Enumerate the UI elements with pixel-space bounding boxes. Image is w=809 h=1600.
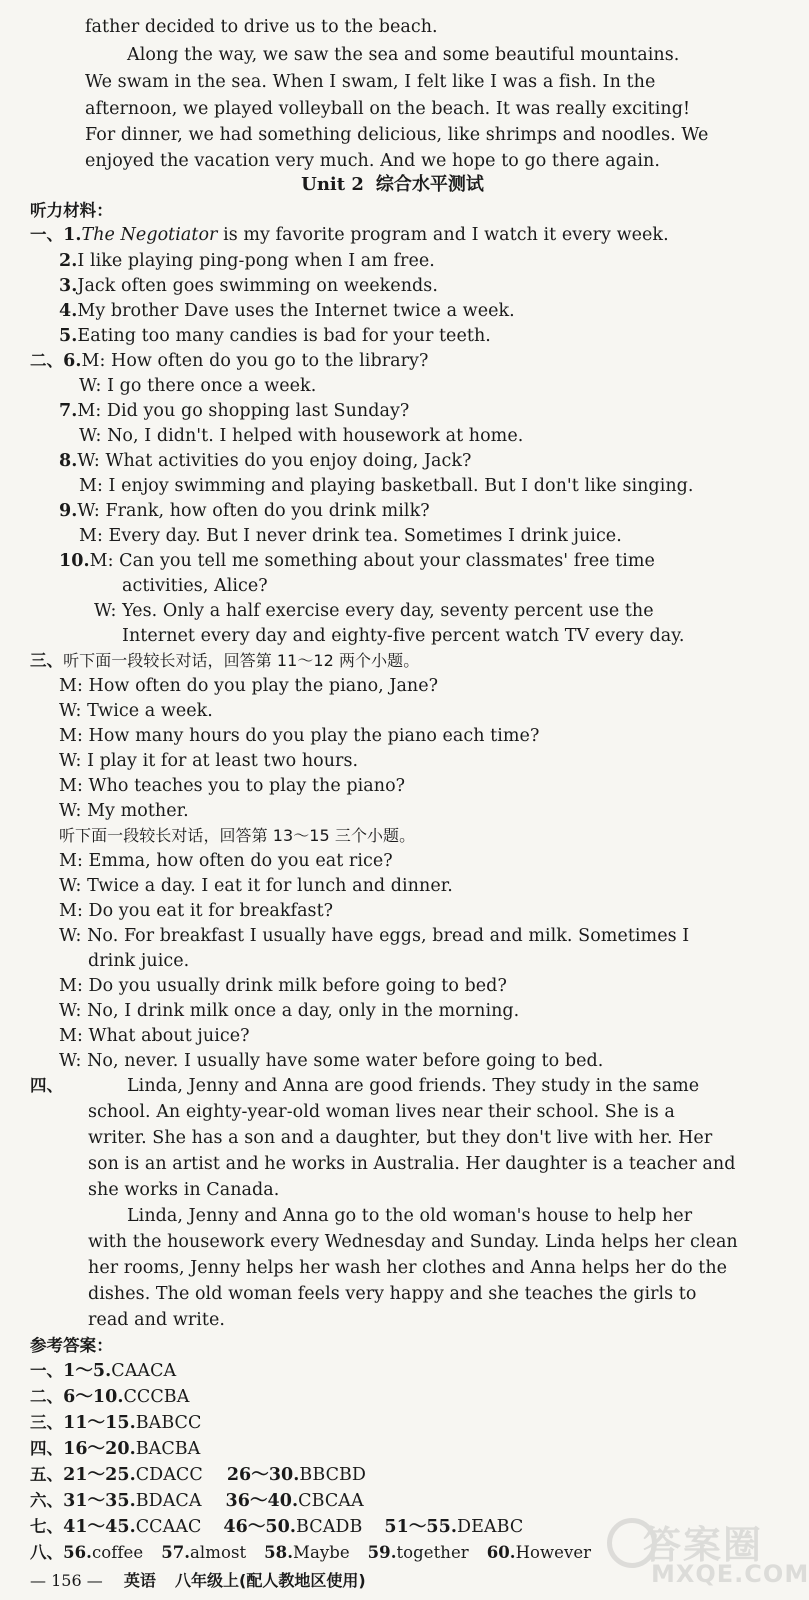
part2-line: W: Yes. Only a half exercise every day, seventy percent use the xyxy=(94,601,654,621)
answer-range: 60. xyxy=(486,1543,516,1562)
answer-range: 59. xyxy=(367,1543,397,1562)
passage-line: read and write. xyxy=(88,1310,226,1330)
passage-line: with the housework every Wednesday and Sunday. Linda helps her clean xyxy=(88,1232,738,1252)
answer-value: BACBA xyxy=(135,1439,201,1459)
program-title: The Negotiator xyxy=(81,225,218,245)
dialog-line: W: No, I drink milk once a day, only in the morning. xyxy=(59,1001,520,1021)
dialog-line: W: No. For breakfast I usually have eggs, bread and milk. Sometimes I xyxy=(59,926,690,946)
unit-label: Unit 2 xyxy=(301,174,364,195)
part-marker: 二、 xyxy=(30,1387,64,1406)
item-text: is my favorite program and I watch it every week. xyxy=(217,225,669,245)
dialog-text: M: How often do you go to the library? xyxy=(81,351,429,371)
answer-value: DEABC xyxy=(457,1517,524,1537)
story-line: For dinner, we had something delicious, like shrimps and noodles. We xyxy=(85,125,709,145)
item-number: 8. xyxy=(59,451,78,471)
part-marker: 二、 xyxy=(30,351,64,370)
answer-value: However xyxy=(515,1543,592,1562)
part2-line xyxy=(59,548,655,574)
story-line: Along the way, we saw the sea and some beautiful mountains. xyxy=(127,45,680,65)
answer-value: BABCC xyxy=(135,1413,202,1433)
listening-label: 听力材料： xyxy=(30,201,113,220)
answer-range: 46～50. xyxy=(223,1517,297,1537)
passage-line: she works in Canada. xyxy=(88,1180,280,1200)
passage-line: dishes. The old woman feels very happy and she teaches the girls to xyxy=(88,1284,697,1304)
answer-value: CDACC xyxy=(135,1465,203,1485)
answer-range: 21～25. xyxy=(63,1465,136,1485)
item-number: 1. xyxy=(63,225,82,245)
item-number: 5. xyxy=(59,326,78,346)
dialog-line: W: Twice a day. I eat it for lunch and dinner. xyxy=(59,876,453,896)
part2-line: M: Every day. But I never drink tea. Sometimes I drink juice. xyxy=(79,526,622,546)
answer-row xyxy=(30,1384,189,1410)
answer-value: BBCBD xyxy=(299,1465,366,1485)
passage-line: Linda, Jenny and Anna are good friends. They study in the same xyxy=(127,1076,700,1096)
dialog-line: W: My mother. xyxy=(59,801,189,821)
answer-value: Maybe xyxy=(293,1543,350,1562)
part2-line: Internet every day and eighty-five percent watch TV every day. xyxy=(122,626,685,646)
answer-row xyxy=(30,1410,201,1436)
story-line: We swam in the sea. When I swam, I felt like I was a fish. In the xyxy=(85,72,656,92)
answer-value: CCCBA xyxy=(123,1387,190,1407)
answer-row xyxy=(30,1514,523,1540)
dialog-text: W: What activities do you enjoy doing, Jack? xyxy=(77,451,472,471)
dialog-line: M: Emma, how often do you eat rice? xyxy=(59,851,393,871)
part-marker: 三、 xyxy=(30,1413,64,1432)
section-title: 综合水平测试 xyxy=(375,174,484,195)
answer-value: coffee xyxy=(91,1543,144,1562)
dialog-line: W: Twice a week. xyxy=(59,701,213,721)
item-text: Jack often goes swimming on weekends. xyxy=(77,276,438,296)
dialog-text: W: Frank, how often do you drink milk? xyxy=(77,501,430,521)
intro-text: 听下面一段较长对话，回答第 11～12 两个小题。 xyxy=(63,651,420,670)
dialog-line: M: Who teaches you to play the piano? xyxy=(59,776,406,796)
answer-value: CBCAA xyxy=(298,1491,364,1511)
dialog-line: W: No, never. I usually have some water before going to bed. xyxy=(59,1051,604,1071)
answer-value: almost xyxy=(190,1543,247,1562)
answer-range: 57. xyxy=(161,1543,191,1562)
watermark-text: 答案圈 xyxy=(643,1523,764,1567)
part-marker: 六、 xyxy=(30,1491,64,1510)
story-line: father decided to drive us to the beach. xyxy=(85,17,438,37)
item-number: 9. xyxy=(59,501,78,521)
passage-line: son is an artist and he works in Australia. Her daughter is a teacher and xyxy=(88,1154,736,1174)
item-text: I like playing ping-pong when I am free. xyxy=(77,251,435,271)
part2-line xyxy=(30,348,428,374)
dialog-line: W: I play it for at least two hours. xyxy=(59,751,359,771)
part2-line xyxy=(59,398,409,424)
answer-row xyxy=(30,1436,200,1462)
answer-value: CCAAC xyxy=(135,1517,202,1537)
item-number: 6. xyxy=(63,351,82,371)
passage-line: writer. She has a son and a daughter, but they don't live with her. Her xyxy=(88,1128,713,1148)
answer-range: 31～35. xyxy=(63,1491,136,1511)
part1-item xyxy=(59,323,491,349)
part2-line: W: No, I didn't. I helped with housework at home. xyxy=(79,426,524,446)
passage-line: school. An eighty-year-old woman lives near their school. She is a xyxy=(88,1102,675,1122)
part3-intro: 听下面一段较长对话，回答第 13～15 三个小题。 xyxy=(59,826,416,845)
part3-intro xyxy=(30,648,419,674)
answer-range: 58. xyxy=(264,1543,293,1562)
part2-line xyxy=(59,448,471,474)
answer-row xyxy=(30,1488,364,1514)
part-marker: 一、 xyxy=(30,225,64,244)
item-number: 4. xyxy=(59,301,78,321)
part1-item xyxy=(30,222,669,248)
part1-item xyxy=(59,298,515,324)
part1-item xyxy=(59,273,438,299)
watermark-url: MXQE.COM xyxy=(651,1560,809,1588)
part-marker: 四、 xyxy=(30,1076,64,1095)
section-heading xyxy=(0,172,785,198)
part-marker: 五、 xyxy=(30,1465,64,1484)
part-marker: 四、 xyxy=(30,1439,64,1458)
item-number: 10. xyxy=(59,551,90,571)
dialog-line: drink juice. xyxy=(88,951,190,971)
answer-range: 6～10. xyxy=(63,1387,124,1407)
dialog-line: M: What about juice? xyxy=(59,1026,250,1046)
answer-range: 41～45. xyxy=(63,1517,136,1537)
passage-line: her rooms, Jenny helps her wash her clothes and Anna helps her do the xyxy=(88,1258,728,1278)
watermark-logo xyxy=(603,1510,809,1592)
dialog-line: M: How many hours do you play the piano each time? xyxy=(59,726,540,746)
part1-item xyxy=(59,248,435,274)
answer-range: 1～5. xyxy=(63,1361,112,1381)
item-text: Eating too many candies is bad for your teeth. xyxy=(77,326,491,346)
answer-range: 16～20. xyxy=(63,1439,136,1459)
part-marker: 七、 xyxy=(30,1517,64,1536)
answer-row xyxy=(30,1462,366,1488)
part-marker: 三、 xyxy=(30,651,64,670)
item-number: 2. xyxy=(59,251,78,271)
answer-value: BDACA xyxy=(135,1491,202,1511)
answer-value: together xyxy=(396,1543,469,1562)
passage-line: Linda, Jenny and Anna go to the old woman's house to help her xyxy=(127,1206,693,1226)
answer-row xyxy=(30,1358,176,1384)
dialog-line: M: Do you eat it for breakfast? xyxy=(59,901,334,921)
dialog-line: M: How often do you play the piano, Jane? xyxy=(59,676,439,696)
answer-range: 11～15. xyxy=(63,1413,136,1433)
part2-line: W: I go there once a week. xyxy=(79,376,317,396)
footer-grade: 八年级上(配人教地区使用) xyxy=(175,1571,366,1590)
page-footer xyxy=(30,1568,366,1591)
part2-line: M: I enjoy swimming and playing basketball. But I don't like singing. xyxy=(79,476,694,496)
answer-row xyxy=(30,1540,591,1566)
answer-value: BCADB xyxy=(296,1517,363,1537)
answer-range: 56. xyxy=(63,1543,92,1562)
story-line: enjoyed the vacation very much. And we hope to go there again. xyxy=(85,151,660,171)
answers-label: 参考答案： xyxy=(30,1336,113,1355)
dialog-text: M: Did you go shopping last Sunday? xyxy=(77,401,410,421)
item-number: 7. xyxy=(59,401,78,421)
page-number: — 156 — xyxy=(30,1571,103,1590)
story-line: afternoon, we played volleyball on the beach. It was really exciting! xyxy=(85,99,691,119)
part-marker: 一、 xyxy=(30,1361,64,1380)
item-text: My brother Dave uses the Internet twice a week. xyxy=(77,301,515,321)
answer-range: 26～30. xyxy=(226,1465,300,1485)
part2-line xyxy=(59,498,430,524)
dialog-line: M: Do you usually drink milk before going to bed? xyxy=(59,976,507,996)
dialog-text: M: Can you tell me something about your classmates' free time xyxy=(89,551,655,571)
part-marker: 八、 xyxy=(30,1543,64,1562)
item-number: 3. xyxy=(59,276,78,296)
answer-range: 36～40. xyxy=(225,1491,299,1511)
part2-line: activities, Alice? xyxy=(122,576,268,596)
answer-value: CAACA xyxy=(111,1361,177,1381)
answer-range: 51～55. xyxy=(384,1517,457,1537)
footer-subject: 英语 xyxy=(123,1571,156,1590)
